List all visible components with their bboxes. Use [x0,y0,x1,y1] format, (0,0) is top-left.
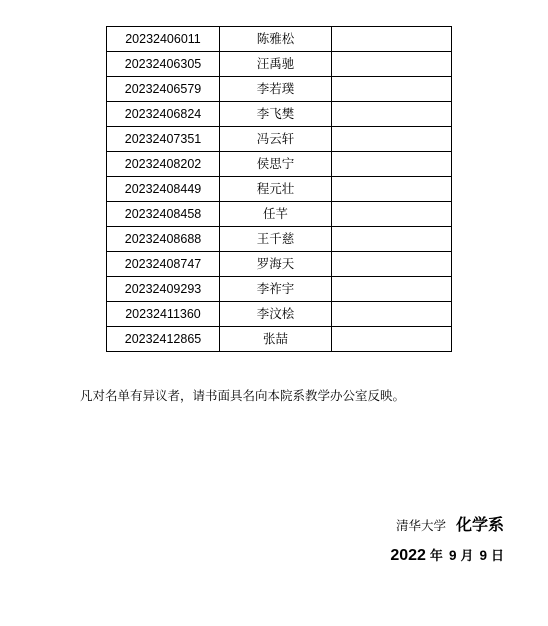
note-cell [332,327,452,352]
date-day-unit: 日 [490,548,504,563]
student-id-cell: 20232406824 [107,102,220,127]
student-name-cell: 侯思宁 [220,152,332,177]
table-row [107,202,452,227]
student-name-cell: 罗海天 [220,252,332,277]
student-name-cell: 冯云轩 [220,127,332,152]
student-id-cell: 20232406579 [107,77,220,102]
note-cell [332,27,452,52]
student-id-cell: 20232408458 [107,202,220,227]
table-row [107,27,452,52]
table-row [107,302,452,327]
note-cell [332,102,452,127]
table-row [107,152,452,177]
table-row [107,52,452,77]
student-name-cell: 李汶桧 [220,302,332,327]
student-name-cell: 程元壮 [220,177,332,202]
table-row [107,177,452,202]
roster-body [107,27,452,352]
date-day: 9 [479,548,487,563]
note-cell [332,277,452,302]
student-id-cell: 20232406011 [107,27,220,52]
note-cell [332,77,452,102]
date-year: 2022 [390,547,426,564]
student-id-cell: 20232407351 [107,127,220,152]
table-row [107,77,452,102]
student-id-cell: 20232408202 [107,152,220,177]
student-roster-table [106,26,452,352]
student-id-cell: 20232408747 [107,252,220,277]
university-name: 清华大学 [395,518,446,533]
department-name: 化学系 [455,515,504,534]
student-id-cell: 20232408449 [107,177,220,202]
table-row [107,102,452,127]
table-row [107,227,452,252]
note-cell [332,52,452,77]
date-month: 9 [448,548,457,563]
note-cell [332,152,452,177]
objection-notice: 凡对名单有异议者，请书面具名向本院系教学办公室反映。 [80,388,406,403]
table-row [107,127,452,152]
student-name-cell: 张喆 [220,327,332,352]
student-name-cell: 李飞樊 [220,102,332,127]
date-month-unit: 月 [460,548,474,563]
student-id-cell: 20232409293 [107,277,220,302]
student-name-cell: 任芊 [220,202,332,227]
student-name-cell: 王千慈 [220,227,332,252]
date-year-unit: 年 [429,548,443,563]
note-cell [332,127,452,152]
table-row [107,252,452,277]
signature-block [396,512,504,535]
student-name-cell: 汪禹驰 [220,52,332,77]
table-row [107,327,452,352]
student-id-cell: 20232406305 [107,52,220,77]
student-id-cell: 20232411360 [107,302,220,327]
note-cell [332,227,452,252]
table-row [107,277,452,302]
student-name-cell: 李祚宇 [220,277,332,302]
note-cell [332,177,452,202]
note-cell [332,252,452,277]
student-id-cell: 20232412865 [107,327,220,352]
note-cell [332,202,452,227]
student-id-cell: 20232408688 [107,227,220,252]
note-cell [332,302,452,327]
student-name-cell: 李若璞 [220,77,332,102]
student-name-cell: 陈雅松 [220,27,332,52]
issue-date [390,545,504,565]
